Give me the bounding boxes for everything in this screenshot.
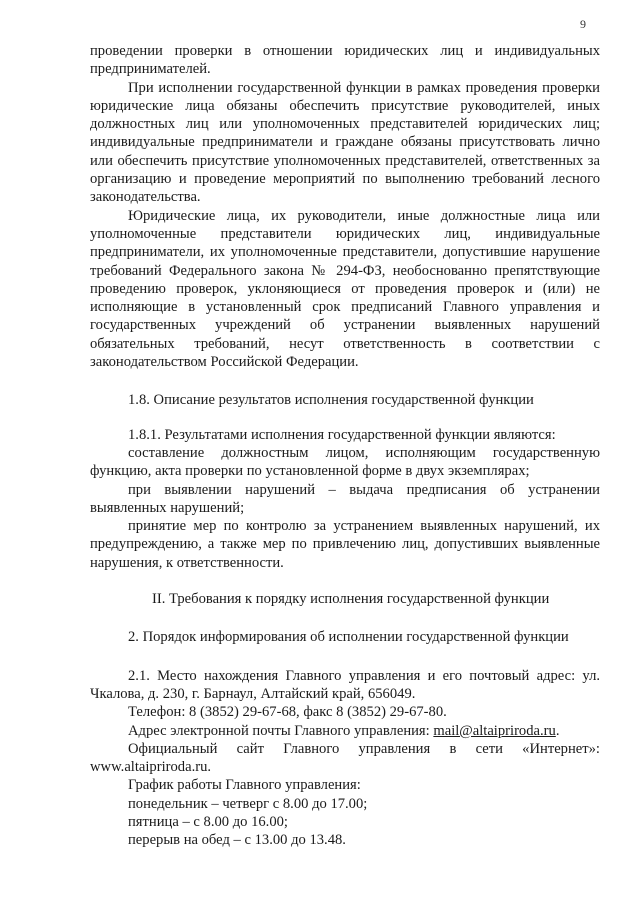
email-link[interactable]: mail@altaipriroda.ru: [433, 722, 556, 739]
section-1-8-heading: 1.8. Описание результатов исполнения государственной функции: [128, 392, 534, 409]
paragraph-presence-obligation: При исполнении государственной функции в рамках проведения проверки юридические лица обязаны обеспечить присутствие руководителей, иных должностных лиц или уполномоченных представителей юридических лиц; индивидуальные предприниматели и граждане обязаны присутствовать лично или обеспечить присутствие уполномоченных представителей, ответственных за организацию и проведение мероприятий по выполнению требований лесного законодательства.: [90, 79, 600, 206]
website-line: Официальный сайт Главного управления в сети «Интернет»: www.altaipriroda.ru.: [90, 740, 600, 776]
schedule-lunch: перерыв на обед – с 13.00 до 13.48.: [128, 832, 346, 849]
paragraph-continuation: проведении проверки в отношении юридических лиц и индивидуальных предпринимателей.: [90, 43, 600, 78]
document-body: [90, 42, 600, 850]
email-end: .: [555, 722, 560, 739]
section-ii-heading: II. Требования к порядку исполнения государственной функции: [152, 591, 550, 608]
email-line: [90, 722, 600, 740]
paragraph-responsibility: Юридические лица, их руководители, иные должностные лица или уполномоченные представители юридических лиц, индивидуальные предприниматели, их уполномоченные представители, допустившие нарушение требований Федерального закона № 294-ФЗ, необоснованно препятствующие проведению проверок, уклоняющиеся от проведения проверок и (или) не исполняющие в установленный срок предписаний Главного управления и государственных учреждений об устранении выявленных нарушений обязательных требований, несут ответственность в соответствии с законодательством Российской Федерации.: [90, 207, 600, 371]
section-1-8-1-intro: 1.8.1. Результатами исполнения государственной функции являются:: [128, 426, 556, 443]
result-item-act: составление должностным лицом, исполняющим государственную функцию, акта проверки по установленной форме в двух экземплярах;: [90, 444, 600, 480]
address-paragraph: 2.1. Место нахождения Главного управления и его почтовый адрес: ул. Чкалова, д. 230, г. Барнаул, Алтайский край, 656049.: [90, 667, 600, 702]
section-2-heading: 2. Порядок информирования об исполнении государственной функции: [128, 629, 569, 646]
result-item-measures: принятие мер по контролю за устранением выявленных нарушений, их предупреждению, а также мер по привлечению лиц, допустивших выявленные нарушения, к ответственности.: [90, 518, 600, 571]
phone-line: Телефон: 8 (3852) 29-67-68, факс 8 (3852) 29-67-80.: [128, 704, 447, 721]
schedule-friday: пятница – с 8.00 до 16.00;: [128, 813, 288, 830]
email-label: Адрес электронной почты Главного управления:: [128, 722, 434, 739]
result-item-prescription: при выявлении нарушений – выдача предписания об устранении выявленных нарушений;: [90, 481, 600, 516]
schedule-title: График работы Главного управления:: [128, 777, 361, 794]
page-number: 9: [580, 17, 586, 31]
schedule-weekdays: понедельник – четверг с 8.00 до 17.00;: [128, 795, 368, 812]
